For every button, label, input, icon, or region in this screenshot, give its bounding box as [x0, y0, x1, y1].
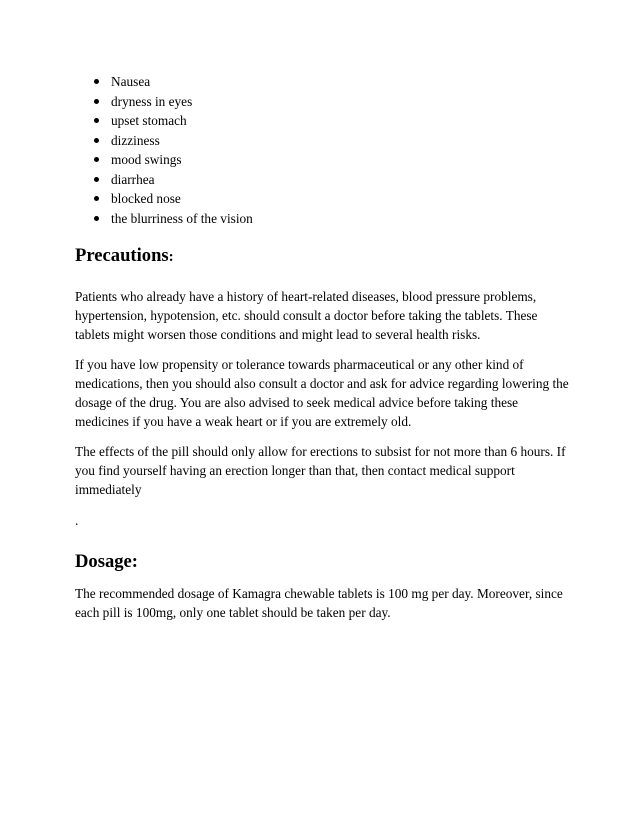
- precautions-paragraph-tolerance: If you have low propensity or tolerance towards pharmaceutical or any other kind of medications, then you should also consult a doctor and ask for advice regarding lowering the dosage of the drug. You are also advised to seek medical advice before taking these medicines if you have a weak heart or if you are extremely old.: [75, 357, 569, 429]
- list-item: the blurriness of the vision: [97, 209, 575, 229]
- side-effects-list: [75, 72, 575, 228]
- list-item: dryness in eyes: [97, 92, 575, 112]
- bullet-icon: [94, 99, 99, 104]
- list-item: Nausea: [97, 72, 575, 92]
- page-content: [75, 72, 575, 622]
- bullet-icon: [94, 177, 99, 182]
- trailing-period: .: [75, 513, 79, 528]
- bullet-icon: [94, 216, 99, 221]
- list-item: dizziness: [97, 131, 575, 151]
- dosage-paragraph: The recommended dosage of Kamagra chewable tablets is 100 mg per day. Moreover, since each pill is 100mg, only one tablet should be taken per day.: [75, 586, 563, 620]
- list-item: diarrhea: [97, 170, 575, 190]
- bullet-icon: [94, 79, 99, 84]
- bullet-icon: [94, 118, 99, 123]
- list-item: blocked nose: [97, 189, 575, 209]
- precautions-heading-colon: :: [168, 249, 174, 265]
- precautions-heading: [75, 245, 575, 268]
- list-item: mood swings: [97, 150, 575, 170]
- precautions-heading-text: Precautions: [75, 245, 169, 266]
- bullet-icon: [94, 196, 99, 201]
- dosage-heading: Dosage:: [75, 551, 138, 572]
- precautions-paragraph-duration: The effects of the pill should only allow for erections to subsist for not more than 6 hours. If you find yourself having an erection longer than that, then contact medical support immediately: [75, 444, 566, 497]
- bullet-icon: [94, 157, 99, 162]
- list-item: upset stomach: [97, 111, 575, 131]
- precautions-paragraph-heart: Patients who already have a history of heart-related diseases, blood pressure problems, hypertension, hypotension, etc. should consult a doctor before taking the tablets. These tablets might worsen those conditions and might lead to several health risks.: [75, 289, 538, 342]
- bullet-icon: [94, 138, 99, 143]
